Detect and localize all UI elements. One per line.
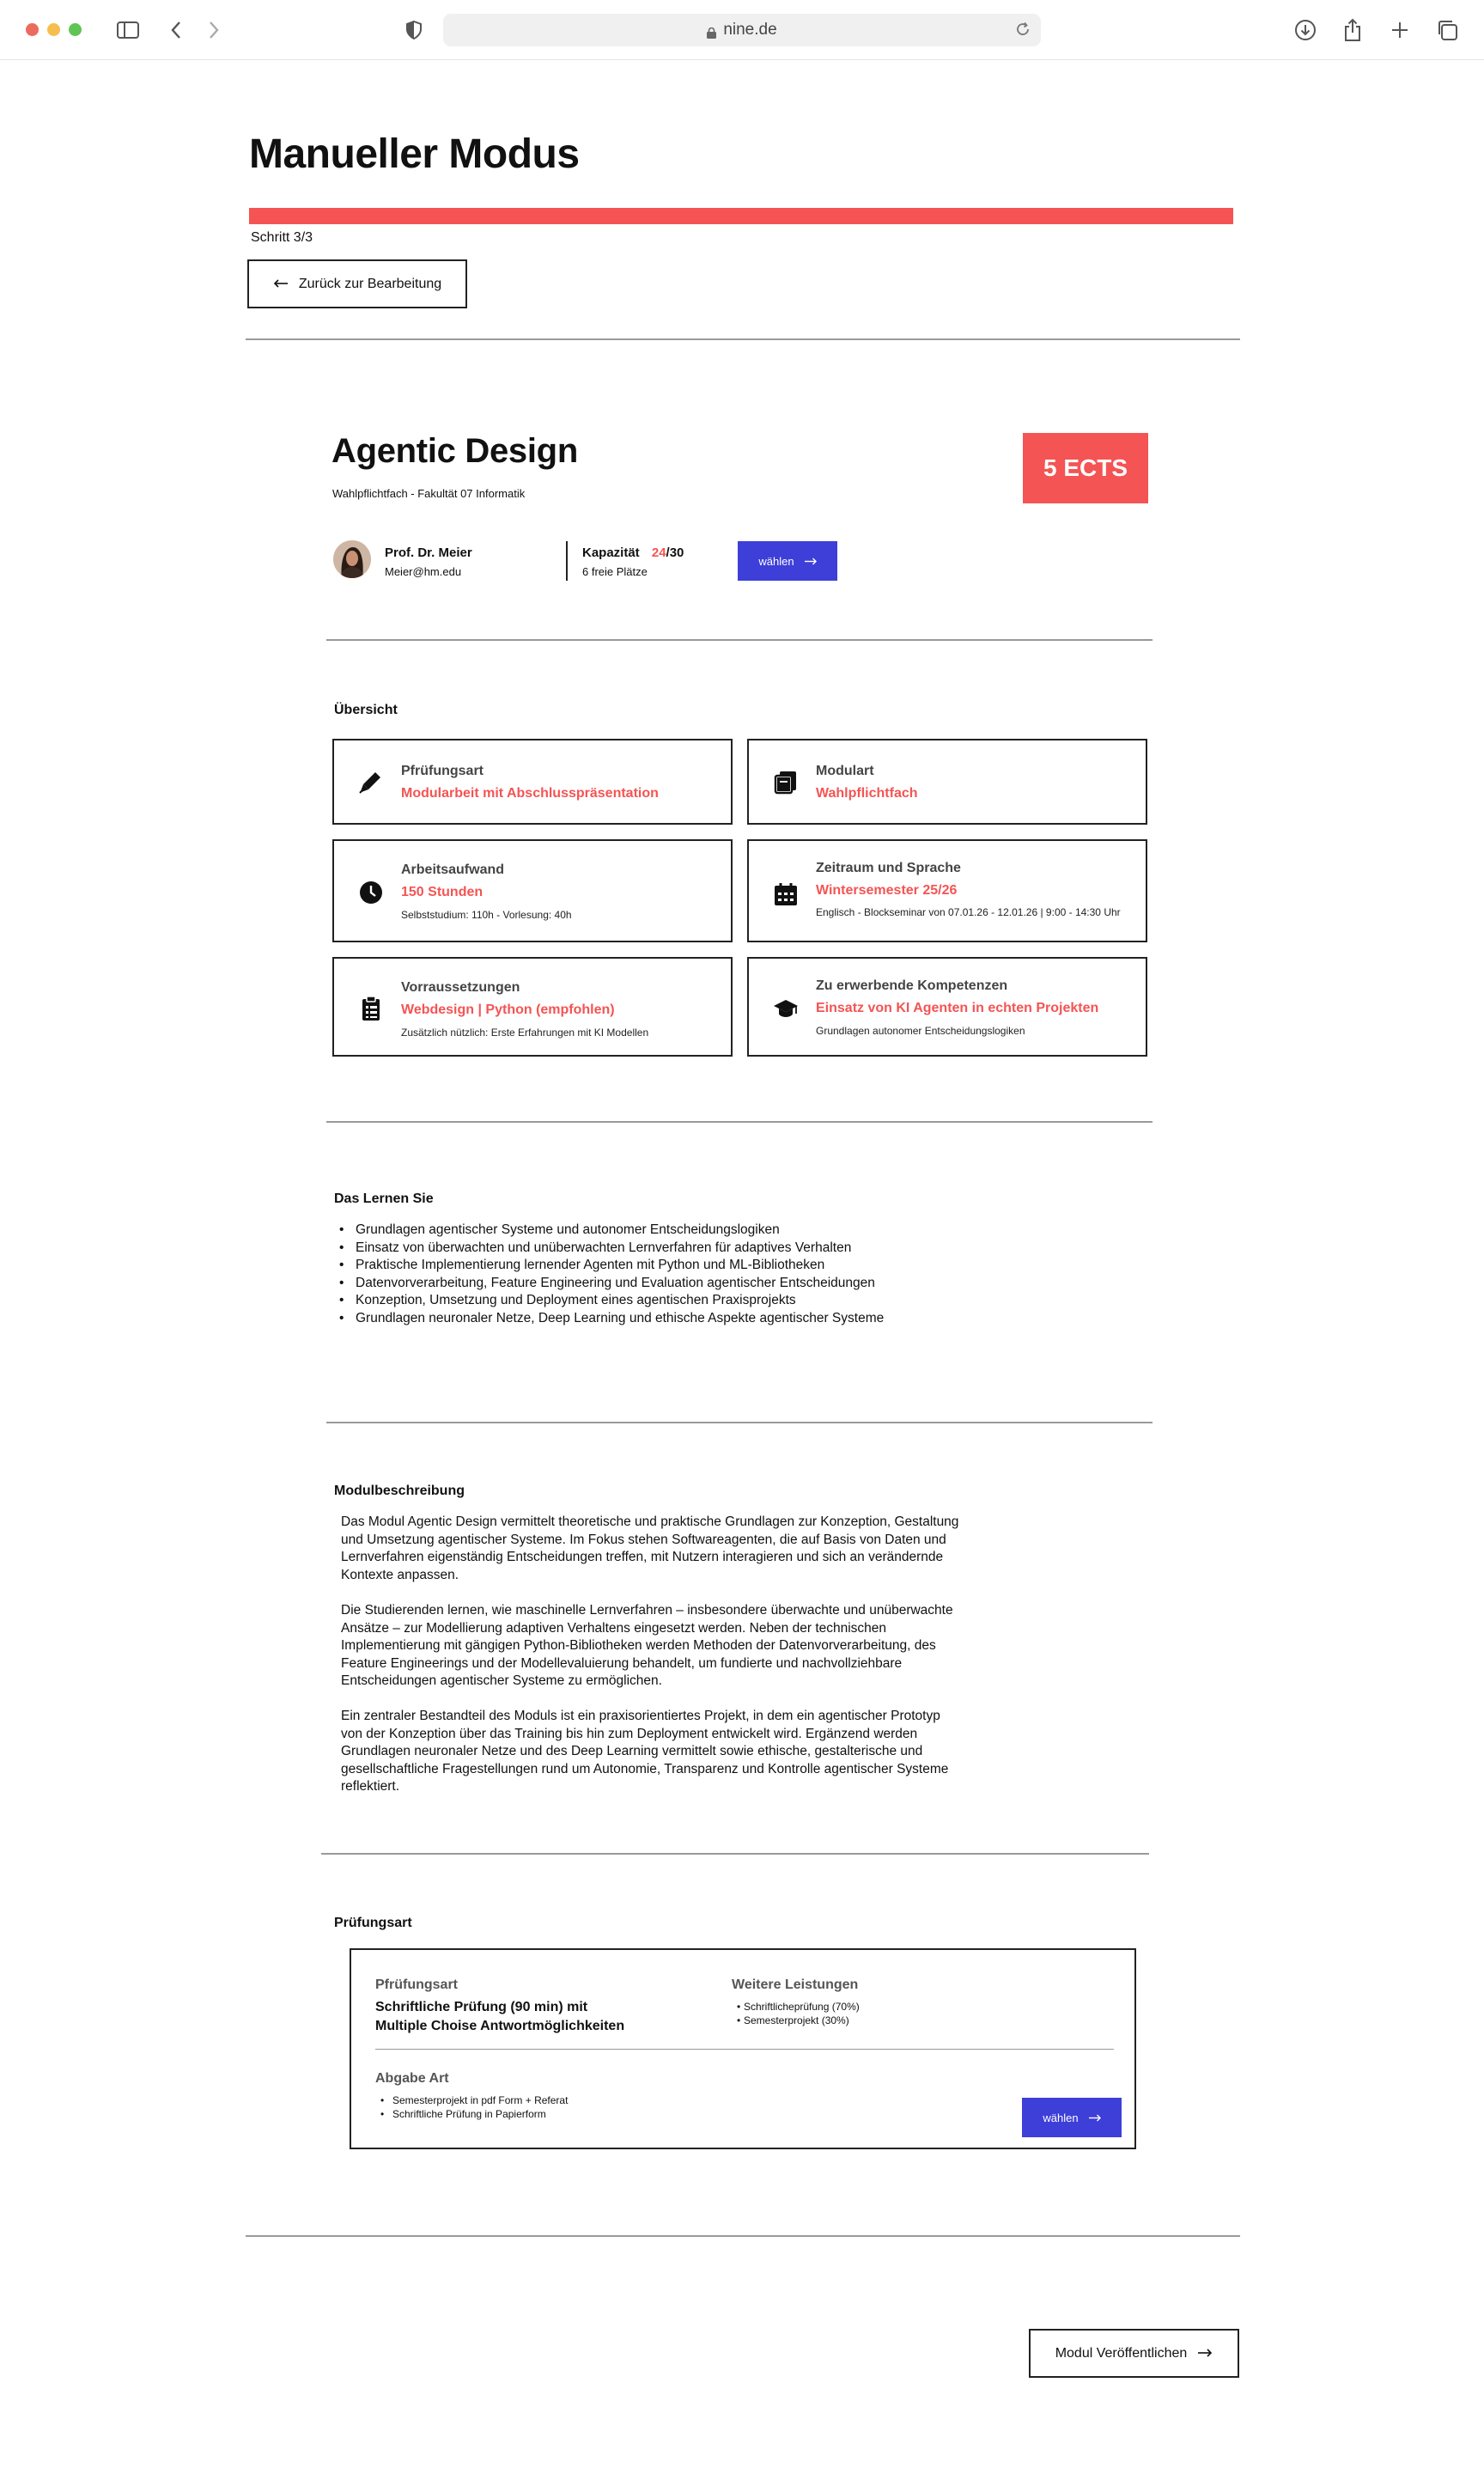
close-window-button[interactable]	[26, 23, 39, 36]
privacy-shield-icon[interactable]	[399, 15, 429, 45]
avatar	[333, 540, 371, 578]
description-paragraph: Ein zentraler Bestandteil des Moduls ist ein praxisorientiertes Projekt, in dem ein agentischer Prototyp von der Konzeption über das Training bis hin zum Deployment entwickelt wird. Ergänzend werden Grundlagen neuronaler Netze und des Deep Learning vermittelt sowie ethische, gestalterische und gesellschaftliche Fragestellungen rund um Autonomie, Transparenz und Kontrolle agentischer Systeme reflektiert.	[341, 1709, 949, 1795]
capacity-taken: 24	[651, 545, 666, 560]
back-arrow-icon[interactable]	[161, 15, 191, 45]
cards-icon	[773, 769, 799, 795]
module-title: Agentic Design	[331, 432, 578, 470]
list-item: • Grundlagen neuronaler Netze, Deep Learning und ethische Aspekte agentischer Systeme	[334, 1310, 884, 1328]
description-heading: Modulbeschreibung	[334, 1484, 465, 1498]
page-title: Manueller Modus	[249, 131, 580, 177]
module-subtitle: Wahlpflichtfach - Fakultät 07 Informatik	[332, 487, 526, 500]
learn-heading: Das Lernen Sie	[334, 1191, 434, 1206]
list-item: • Grundlagen agentischer Systeme und autonomer Entscheidungslogiken	[334, 1222, 884, 1240]
clipboard-icon	[358, 996, 384, 1021]
publish-module-button[interactable]	[1029, 2329, 1239, 2378]
card-value: Modularbeit mit Abschlusspräsentation	[401, 786, 659, 801]
exam-heading: Prüfungsart	[334, 1916, 412, 1930]
list-item: • Schriftliche Prüfung in Papierform	[375, 2107, 568, 2121]
card-exam-type	[332, 739, 733, 825]
select-module-label: wählen	[758, 554, 794, 568]
card-module-type	[747, 739, 1147, 825]
card-title: Arbeitsaufwand	[401, 862, 505, 877]
divider	[321, 1853, 1149, 1855]
professor-name: Prof. Dr. Meier	[385, 545, 472, 560]
professor-email[interactable]: Meier@hm.edu	[385, 565, 462, 578]
exam-type-value-line-1: Schriftliche Prüfung (90 min) mit	[375, 2000, 588, 2014]
browser-toolbar	[0, 0, 1484, 60]
new-tab-icon[interactable]	[1385, 15, 1414, 45]
download-icon[interactable]	[1291, 15, 1320, 45]
capacity	[582, 545, 684, 560]
description-paragraph: Die Studierenden lernen, wie maschinelle Lernverfahren – insbesondere überwachte und unüberwachte Ansätze – zur Modellierung adaptiven Verhaltens eingesetzt werden. Neben der technischen Implementierung mit gängigen Python-Bibliotheken werden Methoden der Datenvorverarbeitung, des Feature Engineerings und der Modellevaluierung behandelt, um fundierte und nachvollziehbare Entscheidungen agentischer Systeme zu ermöglichen.	[341, 1603, 953, 1689]
select-exam-button[interactable]	[1022, 2098, 1122, 2137]
tab-overview-icon[interactable]	[1432, 15, 1462, 45]
select-exam-label: wählen	[1043, 2111, 1079, 2124]
card-title: Modulart	[816, 764, 874, 778]
capacity-total: /30	[666, 545, 684, 560]
list-item: • Semesterprojekt (30%)	[732, 2014, 860, 2027]
divider	[246, 2235, 1240, 2237]
more-performance-label: Weitere Leistungen	[732, 1977, 859, 1992]
capacity-free: 6 freie Plätze	[582, 565, 648, 578]
submission-type-label: Abgabe Art	[375, 2071, 449, 2086]
description-paragraph: Das Modul Agentic Design vermittelt theoretische und praktische Grundlagen zur Konzeption, Gestaltung und Umsetzung agentischer Systeme. Im Fokus stehen Softwareagenten, die auf Basis von Daten und Lernverfahren eigenständig Entscheidungen treffen, mit Nutzern interagieren und sich an verändernde Kontexte anpassen.	[341, 1514, 959, 1582]
publish-module-label: Modul Veröffentlichen	[1055, 2345, 1188, 2361]
pen-icon	[358, 769, 384, 795]
arrow-left-icon	[273, 277, 289, 292]
vertical-divider	[566, 541, 568, 581]
zoom-window-button[interactable]	[69, 23, 82, 36]
divider	[326, 1422, 1153, 1423]
lock-icon	[707, 25, 716, 36]
sidebar-toggle-icon[interactable]	[113, 15, 143, 45]
card-value: Wintersemester 25/26	[816, 883, 958, 898]
card-subtext: Zusätzlich nützlich: Erste Erfahrungen mit KI Modellen	[401, 1027, 649, 1039]
back-to-edit-button[interactable]	[247, 259, 467, 308]
window-controls	[26, 23, 82, 36]
card-title: Zeitraum und Sprache	[816, 861, 961, 875]
card-value: Einsatz von KI Agenten in echten Projekten	[816, 1001, 1099, 1015]
list-item: • Konzeption, Umsetzung und Deployment eines agentischen Praxisprojekts	[334, 1292, 884, 1310]
card-value: Wahlpflichtfach	[816, 786, 918, 801]
card-competences	[747, 957, 1147, 1057]
calendar-icon	[773, 881, 799, 907]
card-title: Vorraussetzungen	[401, 980, 520, 995]
progress-bar	[249, 208, 1233, 224]
exam-type-label: Pfrüfungsart	[375, 1977, 458, 1992]
select-module-button[interactable]	[738, 541, 837, 581]
card-workload	[332, 839, 733, 942]
ects-badge: 5 ECTS	[1023, 433, 1148, 503]
card-title: Pfrüfungsart	[401, 764, 484, 778]
list-item: • Praktische Implementierung lernender Agenten mit Python und ML-Bibliotheken	[334, 1257, 884, 1275]
divider	[326, 1121, 1153, 1123]
list-item: • Schriftlicheprüfung (70%)	[732, 2000, 860, 2014]
card-subtext: Englisch - Blockseminar von 07.01.26 - 12.01.26 | 9:00 - 14:30 Uhr	[816, 906, 1121, 918]
share-icon[interactable]	[1338, 15, 1367, 45]
graduation-cap-icon	[773, 996, 799, 1021]
card-subtext: Grundlagen autonomer Entscheidungslogiken	[816, 1025, 1025, 1037]
divider	[246, 338, 1240, 340]
exam-type-value-line-2: Multiple Choise Antwortmöglichkeiten	[375, 2019, 625, 2033]
card-period-language	[747, 839, 1147, 942]
reload-icon[interactable]	[1015, 21, 1031, 42]
url-text: nine.de	[723, 21, 777, 39]
arrow-right-icon	[1089, 2111, 1101, 2124]
list-item: • Semesterprojekt in pdf Form + Referat	[375, 2093, 568, 2107]
list-item: • Einsatz von überwachten und unüberwachten Lernverfahren für adaptives Verhalten	[334, 1240, 884, 1258]
card-subtext: Selbststudium: 110h - Vorlesung: 40h	[401, 909, 572, 921]
step-indicator: Schritt 3/3	[251, 230, 313, 245]
overview-heading: Übersicht	[334, 703, 398, 717]
learn-list	[334, 1222, 884, 1328]
card-value: Webdesign | Python (empfohlen)	[401, 1002, 615, 1017]
capacity-label: Kapazität	[582, 545, 640, 560]
more-performance-list	[732, 2000, 860, 2027]
divider	[375, 2049, 1114, 2050]
arrow-right-icon	[1197, 2346, 1213, 2361]
divider	[326, 639, 1153, 641]
card-prerequisites	[332, 957, 733, 1057]
exam-box	[350, 1948, 1136, 2149]
back-to-edit-label: Zurück zur Bearbeitung	[298, 276, 442, 291]
card-title: Zu erwerbende Kompetenzen	[816, 978, 1008, 993]
forward-arrow-icon[interactable]	[199, 15, 228, 45]
minimize-window-button[interactable]	[47, 23, 60, 36]
list-item: • Datenvorverarbeitung, Feature Engineering und Evaluation agentischer Entscheidungen	[334, 1275, 884, 1293]
card-value: 150 Stunden	[401, 885, 484, 899]
address-bar[interactable]	[443, 14, 1041, 46]
clock-icon	[358, 880, 384, 905]
submission-type-list	[375, 2093, 568, 2121]
arrow-right-icon	[805, 555, 817, 568]
